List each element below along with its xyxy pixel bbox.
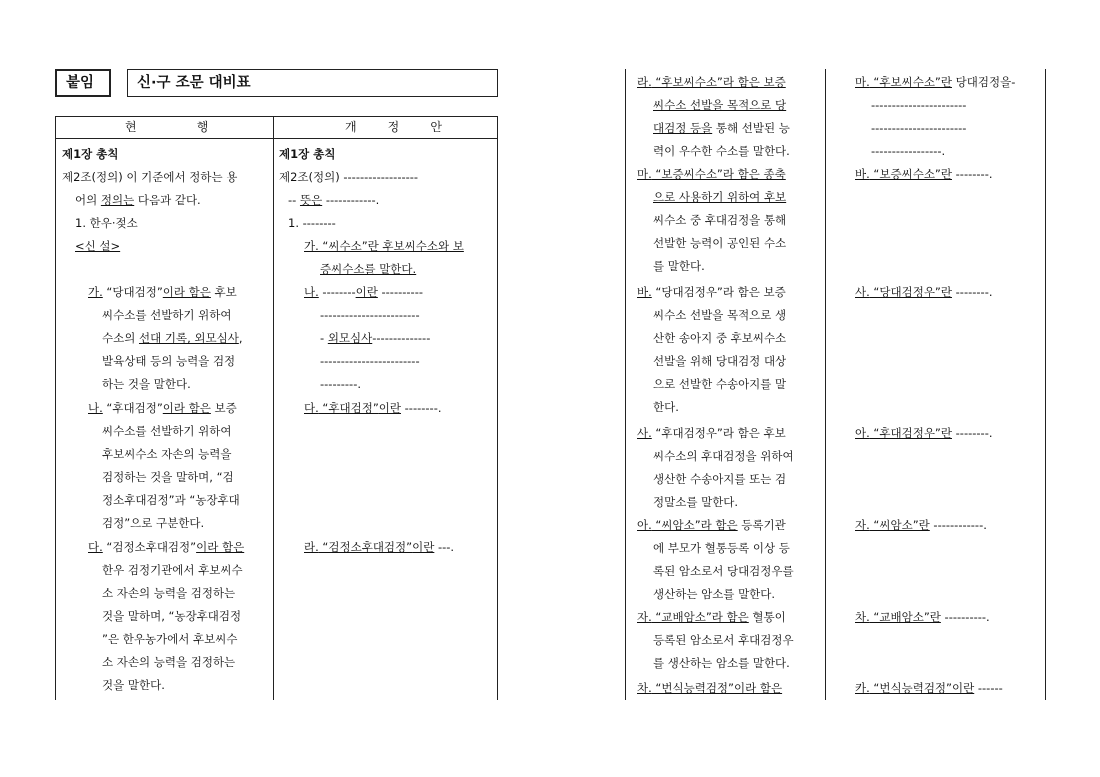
clause-number: 사. (855, 285, 870, 299)
page-title: 신·구 조문 대비표 (137, 75, 251, 91)
underlined-text: 이란 (355, 285, 378, 299)
clause-number: 바. (637, 285, 652, 299)
text-segment: --------. (952, 426, 993, 440)
clause-number: 나. (304, 285, 319, 299)
clause-line (637, 518, 786, 532)
text-segment: --------. (952, 167, 993, 181)
text-segment: , (238, 331, 243, 345)
underlined-text: “검정소후대검정” (318, 540, 413, 554)
text-segment: “후대검정” (102, 401, 163, 415)
clause-line: 를 말한다. (653, 259, 705, 273)
clause-number: 사. (637, 426, 652, 440)
underlined-text: “번식능력검정”이란 (869, 681, 975, 695)
clause-line: 생산하는 암소를 말한다. (653, 587, 776, 601)
clause-line (855, 518, 987, 532)
clause-line: ”은 한우농가에서 후보씨수 (102, 632, 238, 646)
right-table-right-border (1045, 69, 1046, 700)
underlined-text: 이라 함은 (162, 401, 211, 415)
text-segment: ------------. (929, 518, 987, 532)
text-segment: “당대검정우”라 함은 보증 (651, 285, 786, 299)
clause-line (855, 426, 993, 440)
clause-line: 것을 말한다. (102, 678, 165, 692)
underlined-text: 선대 기록, 외모심사 (138, 331, 239, 345)
underlined-text: “씨암소”란 (869, 518, 930, 532)
text-segment: -------- (318, 285, 356, 299)
text-segment: 후보 (210, 285, 237, 299)
clause-line: 씨수소 선발을 목적으로 생 (653, 308, 787, 322)
text-segment: “후대검정우”라 함은 후보 (651, 426, 786, 440)
underlined-text: “번식능력검정”이라 함은 (651, 681, 783, 695)
underlined-text: “교배암소”란 (869, 610, 941, 624)
underlined-text: 뜻은 (299, 193, 323, 207)
clause-line (855, 75, 1015, 89)
clause-line (855, 610, 990, 624)
clause-number: 바. (855, 167, 870, 181)
underlined-text: “보증씨수소”라 함은 종축 (651, 167, 786, 181)
clause-line (88, 401, 237, 415)
clause-line: 선발한 능력이 공인된 수소 (653, 236, 787, 250)
underlined-text: “후대검정” (318, 401, 379, 415)
underlined-text: “당대검정우”란 (869, 285, 952, 299)
text-segment: 어의 (75, 193, 101, 207)
clause-line: 발육상태 등의 능력을 검정 (102, 354, 236, 368)
clause-line: 증씨수소를 말한다. (320, 262, 417, 276)
clause-line: -----------------. (871, 144, 946, 158)
text-segment: “당대검정” (102, 285, 163, 299)
clause-line (855, 681, 1003, 695)
text-segment: 수소의 (102, 331, 139, 345)
text-segment: --------. (401, 401, 442, 415)
clause-line: 가. “씨수소”란 후보씨수소와 보 (304, 239, 464, 253)
clause-line (637, 681, 782, 695)
clause-line: 력이 우수한 수소를 말한다. (653, 144, 790, 158)
article-line (75, 193, 201, 207)
clause-line: 정말소를 말한다. (653, 495, 739, 509)
clause-line (102, 331, 242, 345)
clause-line (855, 167, 993, 181)
article-line: 제2조(정의) ------------------ (279, 170, 419, 184)
clause-line: 선발을 위해 당대검정 대상 (653, 354, 787, 368)
clause-number: 카. (855, 681, 870, 695)
clause-number: 자. (637, 610, 652, 624)
badge-label: 붙임 (66, 75, 95, 91)
text-segment: -- (288, 193, 300, 207)
clause-line: 에 부모가 혈통등록 이상 등 (653, 541, 790, 555)
clause-line (637, 285, 786, 299)
right-table-mid-border (825, 69, 826, 700)
underlined-text: “후대검정우”란 (869, 426, 952, 440)
underlined-text: “교배암소”라 함은 (651, 610, 749, 624)
clause-number: 라. (304, 540, 319, 554)
item-line: 1. -------- (288, 216, 336, 230)
clause-line: 정소후대검정”과 “농장후대 (102, 493, 240, 507)
clause-line: 검정하는 것을 말하며, “검 (102, 470, 234, 484)
text-segment: ----------. (940, 610, 990, 624)
clause-line: 것을 말하며, “농장후대검정 (102, 609, 242, 623)
text-segment: ---------- (377, 285, 423, 299)
table-mid-border (273, 116, 274, 700)
clause-line: 씨수소를 선발하기 위하여 (102, 308, 232, 322)
clause-line: 씨수소 선발을 목적으로 당 (653, 98, 787, 112)
column-header-current: 현 행 (125, 120, 211, 134)
clause-line: 씨수소를 선발하기 위하여 (102, 424, 232, 438)
text-segment: 혈통이 (748, 610, 786, 624)
underlined-text: 정의는 (100, 193, 135, 207)
clause-line (637, 610, 786, 624)
clause-line (304, 401, 442, 415)
clause-number: 가. (88, 285, 103, 299)
text-segment: 통해 선발된 능 (712, 121, 790, 135)
text-segment: 당대검정을- (952, 75, 1016, 89)
clause-line (88, 285, 237, 299)
text-segment: ------------. (322, 193, 380, 207)
table-top-border (55, 116, 498, 117)
clause-line (304, 540, 454, 554)
clause-line (637, 75, 786, 89)
article-line (288, 193, 379, 207)
table-right-border (497, 116, 498, 700)
clause-number: 차. (637, 681, 652, 695)
clause-line: ------------------------ (320, 308, 420, 322)
chapter-heading: 제1장 총칙 (279, 147, 336, 161)
text-segment: ------ (974, 681, 1003, 695)
underlined-text: 대검정 등을 (653, 121, 713, 135)
text-segment: 보증 (210, 401, 237, 415)
badge-box (55, 69, 111, 97)
text-segment: ---. (434, 540, 455, 554)
clause-line: 록된 암소로서 당대검정우를 (653, 564, 794, 578)
text-segment: --------. (952, 285, 993, 299)
article-line: 제2조(정의) 이 기준에서 정하는 용 (62, 170, 238, 184)
clause-number: 자. (855, 518, 870, 532)
clause-line: 한우 검정기관에서 후보씨수 (102, 563, 243, 577)
text-segment: -------------- (372, 331, 431, 345)
underlined-text: 외모심사 (327, 331, 373, 345)
underlined-text: “후보씨수소”란 (869, 75, 952, 89)
underlined-text: 이라 함은 (196, 540, 245, 554)
clause-number: 다. (304, 401, 319, 415)
text-segment: “검정소후대검정” (102, 540, 197, 554)
clause-number: 나. (88, 401, 103, 415)
clause-line: 씨수소 중 후대검정을 통해 (653, 213, 787, 227)
clause-line: ---------. (320, 377, 362, 391)
clause-line (653, 121, 790, 135)
clause-number: 라. (637, 75, 652, 89)
underlined-text: 이라 함은 (162, 285, 211, 299)
clause-line: 검정”으로 구분한다. (102, 516, 205, 530)
clause-line: 후보씨수소 자손의 능력을 (102, 447, 232, 461)
table-left-border (55, 116, 56, 700)
clause-line: ----------------------- (871, 121, 967, 135)
new-provision-marker: <신 설> (75, 239, 121, 253)
table-header-border (55, 138, 498, 139)
clause-line: ------------------------ (320, 354, 420, 368)
underlined-text: 이란 (378, 401, 401, 415)
clause-number: 다. (88, 540, 103, 554)
text-segment: - (320, 331, 328, 345)
clause-line (320, 331, 430, 345)
underlined-text: “보증씨수소”란 (869, 167, 952, 181)
underlined-text: “후보씨수소”라 함은 보증 (651, 75, 786, 89)
clause-line: 등록된 암소로서 후대검정우 (653, 633, 794, 647)
clause-number: 마. (855, 75, 870, 89)
text-segment: 등록기관 (737, 518, 786, 532)
column-header-revised: 개 정 안 (345, 120, 444, 134)
clause-line: 으로 선발한 수송아지를 말 (653, 377, 787, 391)
right-table-left-border (625, 69, 626, 700)
clause-number: 마. (637, 167, 652, 181)
clause-line (304, 285, 423, 299)
clause-line (637, 167, 786, 181)
clause-line (88, 540, 244, 554)
clause-line (637, 426, 786, 440)
clause-number: 아. (637, 518, 652, 532)
clause-line: 생산한 수송아지를 또는 검 (653, 472, 787, 486)
text-segment: 다음과 같다. (134, 193, 201, 207)
clause-line: 하는 것을 말한다. (102, 377, 191, 391)
clause-line: 씨수소의 후대검정을 위하여 (653, 449, 794, 463)
clause-line: 한다. (653, 400, 679, 414)
clause-number: 아. (855, 426, 870, 440)
clause-line: 으로 사용하기 위하여 후보 (653, 190, 787, 204)
clause-line: 를 생산하는 암소를 말한다. (653, 656, 790, 670)
clause-line: 산한 송아지 중 후보씨수소 (653, 331, 787, 345)
clause-number: 차. (855, 610, 870, 624)
clause-line: 소 자손의 능력을 검정하는 (102, 655, 236, 669)
chapter-heading: 제1장 총칙 (62, 147, 119, 161)
clause-line: 소 자손의 능력을 검정하는 (102, 586, 236, 600)
clause-line: ----------------------- (871, 98, 967, 112)
underlined-text: “씨암소”라 함은 (651, 518, 738, 532)
item-line: 1. 한우·젖소 (75, 216, 138, 230)
title-box (127, 69, 498, 97)
underlined-text: 이란 (412, 540, 435, 554)
clause-line (855, 285, 993, 299)
